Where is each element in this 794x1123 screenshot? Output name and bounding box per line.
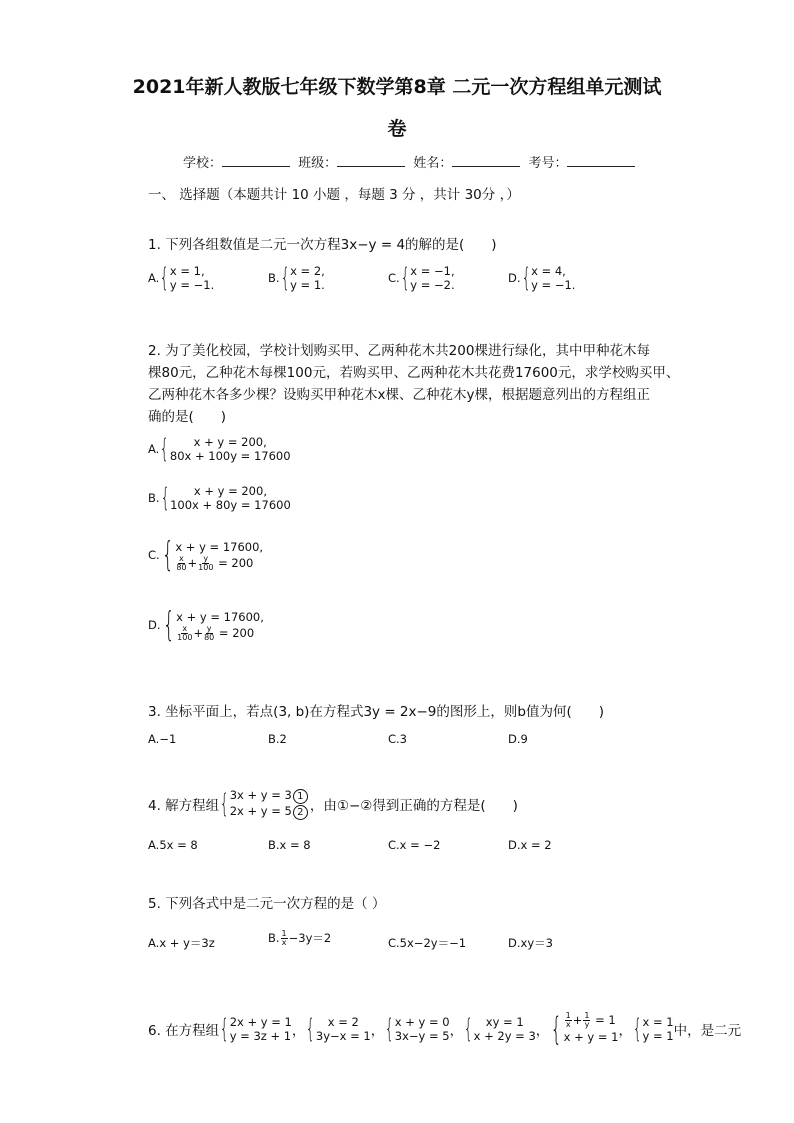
question-4-option-c: C.x = −2: [388, 838, 441, 852]
school-label: 学校：: [183, 156, 223, 171]
question-1-option-b: B. { x = 2, y = 1.: [268, 263, 325, 293]
system-5: $\frac{1}{x}$ + $\frac{1}{y}$ = 1 x + y = 1: [563, 1011, 619, 1044]
question-1-stem: 1. 下列各组数值是二元一次方程3x−y = 4的解的是( ): [148, 237, 497, 253]
question-2-stem-line4: 确的是( ): [148, 409, 227, 425]
circled-number-2: 2: [293, 805, 308, 820]
id-label: 考号：: [528, 156, 568, 171]
student-info-row: [183, 152, 639, 171]
question-6-stem: 6. 在方程组 { 2x + y = 1 y = 3z + 1 ， { x = 2 3y−x = 1 ， { x + y = 0 3x−y = 5 ， { xy = 1 x + 2y = 3 ， { $\frac{1}{x}$ + $\frac{1}{y}$ = 1 x + y = 1 ， { x = 1 y = 1 中，是二元: [148, 1009, 742, 1048]
question-3-stem: 3. 坐标平面上，若点(3, b)在方程式3y = 2x−9的图形上，则b值为何( ): [148, 704, 605, 720]
school-blank: [222, 153, 290, 167]
question-1-option-d: D. { x = 4, y = −1.: [508, 263, 576, 293]
system-4: xy = 1 x + 2y = 3: [473, 1014, 536, 1043]
section-heading: 一、 选择题（本题共计 10 小题 ，每题 3 分 ，共计 30分 ，）: [148, 187, 520, 203]
question-3-option-d: D.9: [508, 732, 528, 746]
system-6: x = 1 y = 1: [642, 1014, 674, 1043]
class-blank: [337, 153, 405, 167]
system-1: 2x + y = 1 y = 3z + 1: [229, 1014, 292, 1043]
class-label: 班级：: [298, 156, 338, 171]
name-label: 姓名：: [413, 156, 453, 171]
question-1-option-a: A. { x = 1, y = −1.: [148, 263, 215, 293]
page-title-line2: 卷: [387, 118, 407, 140]
question-5-option-d: D.xy＝3: [508, 936, 553, 950]
question-2-option-c: C. { x + y = 17600, $\frac{x}{80}$ + $\frac{y}{100}$ = 200: [148, 535, 264, 575]
question-2-stem-line2: 棵80元，乙种花木每棵100元，若购买甲、乙两种花木共花费17600元，求学校购买甲、: [148, 365, 680, 381]
question-3-option-c: C.3: [388, 732, 408, 746]
system-3: x + y = 0 3x−y = 5: [394, 1014, 450, 1043]
id-blank: [567, 153, 635, 167]
question-3-option-b: B.2: [268, 732, 287, 746]
circled-number-1: 1: [293, 789, 308, 804]
question-4-stem: 4. 解方程组 { 3x + y = 3 1 2x + y = 5 2 ，由①−②得到正确的方程是( ): [148, 788, 518, 819]
question-2-option-a: A. { x + y = 200, 80x + 100y = 17600: [148, 434, 291, 464]
page-title-line1: 2021年新人教版七年级下数学第8章 二元一次方程组单元测试: [132, 76, 662, 98]
question-2-stem-line1: 2. 为了美化校园，学校计划购买甲、乙两种花木共200棵进行绿化，其中甲种花木每: [148, 343, 650, 359]
question-3-option-a: A.−1: [148, 732, 177, 746]
question-2-option-b: B. { x + y = 200, 100x + 80y = 17600: [148, 483, 291, 513]
question-5-stem: 5. 下列各式中是二元一次方程的是（ ）: [148, 896, 386, 912]
name-blank: [452, 153, 520, 167]
question-5-option-b: B. $\frac{1}{x}$ −3y＝2: [268, 929, 332, 947]
question-5-option-a: A.x + y＝3z: [148, 936, 215, 950]
question-5-option-c: C.5x−2y＝−1: [388, 936, 467, 950]
question-4-option-a: A.5x = 8: [148, 838, 198, 852]
system-2: x = 2 3y−x = 1: [315, 1014, 371, 1043]
question-2-stem-line3: 乙两种花木各多少棵？设购买甲种花木x棵、乙种花木y棵，根据题意列出的方程组正: [148, 387, 650, 403]
question-4-option-b: B.x = 8: [268, 838, 311, 852]
question-1-option-c: C. { x = −1, y = −2.: [388, 263, 455, 293]
question-2-option-d: D. { x + y = 17600, $\frac{x}{100}$ + $\frac{y}{80}$ = 200: [148, 605, 264, 645]
question-4-option-d: D.x = 2: [508, 838, 552, 852]
